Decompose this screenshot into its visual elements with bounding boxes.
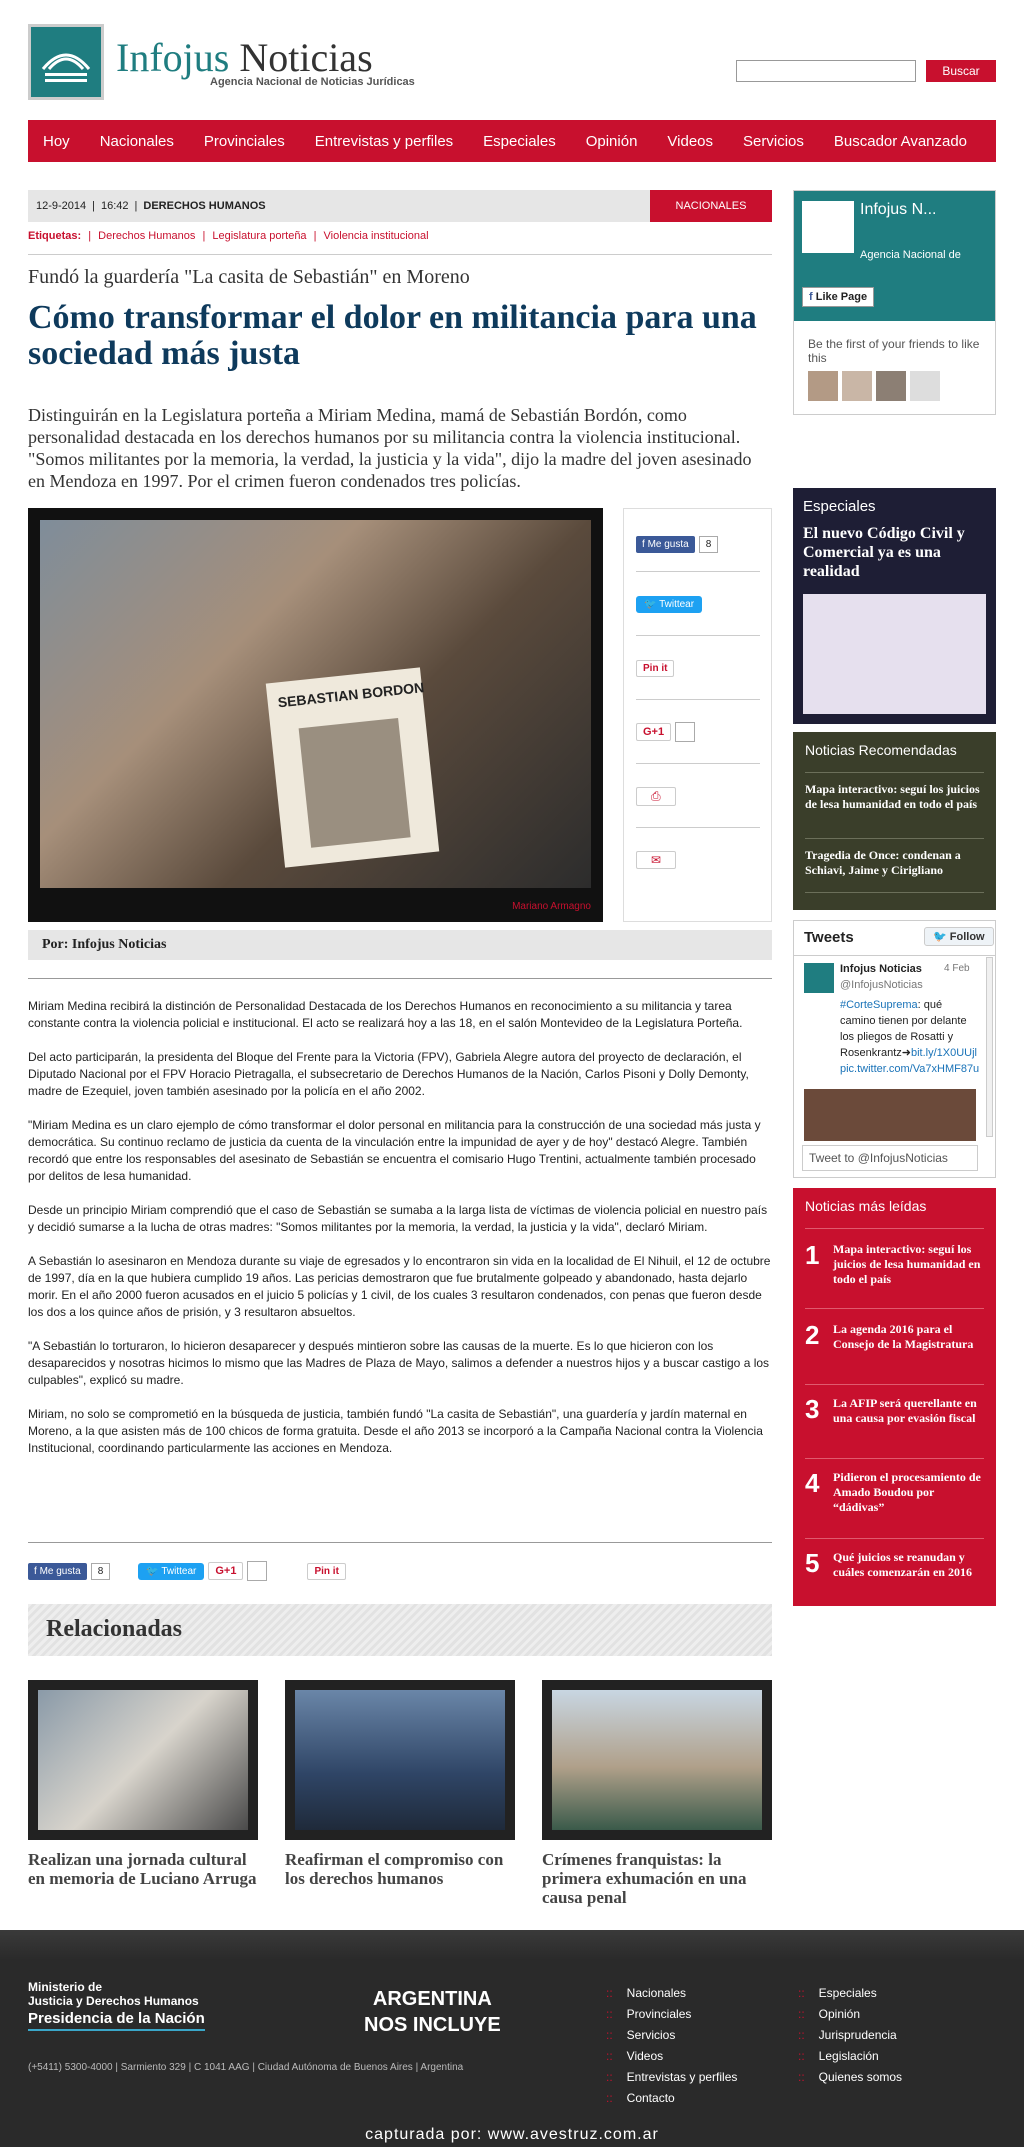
footer-link[interactable]: :: Jurisprudencia bbox=[798, 2028, 902, 2042]
article-meta: 12-9-2014 | 16:42 | DERECHOS HUMANOS bbox=[28, 190, 772, 222]
recommended-item[interactable]: Mapa interactivo: seguí los juicios de lesa humanidad en todo el país bbox=[805, 782, 980, 811]
main-photo[interactable] bbox=[28, 508, 603, 922]
divider bbox=[28, 978, 772, 979]
tweet-author-handle[interactable]: @InfojusNoticias bbox=[840, 979, 923, 991]
nav-item-servicios[interactable]: Servicios bbox=[743, 132, 804, 150]
most-read-item[interactable]: 2 La agenda 2016 para el Consejo de la Magistratura bbox=[805, 1320, 974, 1351]
article-paragraph: Desde un principio Miriam comprendió que el caso de Sebastián se sumaba a la larga lista de víctimas de violencia policial en nuestro país y decidió sumarse a la lucha de otras madres: "Somos militantes por la memoria, la verdad, la justicia y la vida", declaró Miriam. bbox=[28, 1203, 768, 1234]
divider bbox=[636, 699, 760, 700]
footer-link[interactable]: :: Especiales bbox=[798, 1986, 902, 2000]
footer-address: (+5411) 5300-4000 | Sarmiento 329 | C 1041 AAG | Ciudad Autónoma de Buenos Aires | Argentina bbox=[28, 2062, 464, 2073]
footer-link[interactable]: :: Servicios bbox=[606, 2028, 737, 2042]
related-image[interactable] bbox=[542, 1680, 772, 1840]
article-paragraph: "A Sebastián lo torturaron, lo hicieron desaparecer y después mintieron sobre las causas de la muerte. Es lo que hicieron con los desaparecidos y nosotras hicimos lo mismo que las Madres de Plaza de Mayo, salimos a defender a nuestros hijos y a buscar castigo a los culpables", explicó su madre. bbox=[28, 1339, 770, 1387]
footer-link[interactable]: :: Provinciales bbox=[606, 2007, 737, 2021]
footer-argentina-logo: ARGENTINA NOS INCLUYE bbox=[364, 1988, 501, 2036]
avatar[interactable] bbox=[804, 963, 834, 993]
tweet-link[interactable]: pic.twitter.com/Va7xHMF87u bbox=[840, 1063, 980, 1075]
tweet-input[interactable]: Tweet to @InfojusNoticias bbox=[802, 1145, 978, 1171]
google-plus-button[interactable]: G+1 bbox=[208, 1562, 243, 1580]
related-card-title[interactable]: Reafirman el compromiso con los derechos humanos bbox=[285, 1850, 504, 1888]
related-image[interactable] bbox=[28, 1680, 258, 1840]
photo-portrait bbox=[299, 718, 411, 848]
tweet-photo[interactable] bbox=[804, 1089, 976, 1141]
avatar[interactable] bbox=[842, 371, 872, 401]
divider bbox=[636, 827, 760, 828]
nav-item-provinciales[interactable]: Provinciales bbox=[203, 132, 285, 150]
divider bbox=[794, 955, 995, 956]
facebook-banner[interactable] bbox=[794, 191, 995, 321]
google-plus-button[interactable]: G+1 bbox=[636, 723, 671, 741]
facebook-icon: f bbox=[809, 291, 813, 303]
especiales-box[interactable] bbox=[793, 488, 996, 724]
photo-sign: SEBASTIAN BORDON bbox=[266, 667, 439, 867]
facebook-friends-text: Be the first of your friends to like this bbox=[808, 337, 980, 365]
article-lead: Distinguirán en la Legislatura porteña a Miriam Medina, mamá de Sebastián Bordón, como personalidad destacada en los derechos humanos por su militancia contra la violencia institucional. "Somos militantes por la memoria, la verdad, la justicia y la vida", dijo la madre del joven asesinado en Mendoza en 1997. Por el crimen fueron condenados tres policías. bbox=[28, 405, 752, 491]
footer-ministry[interactable]: Ministerio de Justicia y Derechos Humanos bbox=[28, 1980, 199, 2008]
article-paragraph: Miriam Medina recibirá la distinción de Personalidad Destacada de los Derechos Humanos en reconocimiento a su militancia y tarea constante contra la violencia policial e institucional. El acto se realizará hoy a las 18, en el salón Montevideo de la Legislatura Porteña. bbox=[28, 999, 743, 1030]
share-column bbox=[623, 508, 772, 922]
divider bbox=[636, 635, 760, 636]
twitter-icon: 🐦 bbox=[933, 931, 947, 943]
recommended-item[interactable]: Tragedia de Once: condenan a Schiavi, Jaime y Cirigliano bbox=[805, 848, 961, 877]
facebook-like-button[interactable]: f Me gusta bbox=[28, 1563, 87, 1580]
divider bbox=[28, 254, 772, 255]
article-paragraph: "Miriam Medina es un claro ejemplo de cómo transformar el dolor personal en militancia para la construcción de una sociedad más justa y democrática. Su continuo reclamo de justicia da cuenta de la vinculación entre la impunidad de ayer y de hoy" destacó Alegre. También recordó que entre los responsables del asesinato de Sebastián se encuentra el comisario Hugo Trentini, actualmente también procesado por delitos de lesa humanidad. bbox=[28, 1118, 761, 1183]
logo-mark-icon bbox=[802, 201, 854, 253]
section-badge[interactable]: NACIONALES bbox=[650, 190, 772, 222]
tag-link[interactable]: Violencia institucional bbox=[323, 230, 429, 242]
related-image[interactable] bbox=[285, 1680, 515, 1840]
twitter-share-button[interactable]: 🐦 Twittear bbox=[636, 596, 702, 613]
pinterest-button[interactable]: Pin it bbox=[636, 660, 674, 677]
footer-link[interactable]: :: Legislación bbox=[798, 2049, 902, 2063]
most-read-item[interactable]: 5 Qué juicios se reanudan y cuáles comenzarán en 2016 bbox=[805, 1548, 972, 1579]
divider bbox=[805, 892, 984, 893]
related-title: Relacionadas bbox=[46, 1616, 183, 1642]
recommended-label: Noticias Recomendadas bbox=[805, 742, 957, 758]
nav-item-hoy[interactable]: Hoy bbox=[43, 132, 70, 150]
facebook-like-count: 8 bbox=[699, 536, 719, 553]
most-read-item[interactable]: 4 Pidieron el procesamiento de Amado Boudou por “dádivas” bbox=[805, 1468, 981, 1514]
nav-item-entrevistas-y-perfiles[interactable]: Entrevistas y perfiles bbox=[314, 132, 454, 150]
tweets-widget bbox=[793, 920, 996, 1178]
logo-title: Infojus Noticias bbox=[116, 35, 373, 80]
tweet-hashtag[interactable]: #CorteSuprema bbox=[840, 999, 918, 1011]
google-plus-count bbox=[675, 722, 695, 742]
article-time: 16:42 bbox=[101, 200, 129, 212]
twitter-share-button[interactable]: 🐦 Twittear bbox=[138, 1563, 204, 1580]
tweet-text: #CorteSuprema: qué camino tienen por delante los pliegos de Rosatti y Rosenkrantz➜bit.ly/1X0UUjl pic.twitter.com/Va7xHMF87u bbox=[840, 999, 980, 1075]
tag-separator: | bbox=[88, 230, 95, 242]
nav-item-especiales[interactable]: Especiales bbox=[483, 132, 556, 150]
tweet-date[interactable]: 4 Feb bbox=[944, 963, 970, 974]
pinterest-button[interactable]: Pin it bbox=[307, 1563, 345, 1580]
divider bbox=[805, 1458, 984, 1459]
article-headline: Cómo transformar el dolor en militancia para una sociedad más justa bbox=[28, 299, 757, 372]
footer-link[interactable]: :: Contacto bbox=[606, 2091, 737, 2105]
article-paragraph: Del acto participarán, la presidenta del Bloque del Frente para la Victoria (FPV), Gabriela Alegre autora del proyecto de declaración, el Diputado Nacional por el FPV Horacio Pietragalla, el subsecretario de Derechos Humanos de la Nación, Carlos Pisoni y Dolly Demonty, madre de Ezequiel, joven también asesinado por la policía en el año 2002. bbox=[28, 1050, 749, 1098]
article-category[interactable]: DERECHOS HUMANOS bbox=[143, 200, 266, 212]
capture-credit: capturada por: www.avestruz.com.ar bbox=[365, 2126, 659, 2143]
facebook-widget bbox=[793, 190, 996, 415]
most-read-box bbox=[793, 1188, 996, 1606]
divider bbox=[28, 1542, 772, 1543]
article-author: Por: Infojus Noticias bbox=[28, 930, 772, 960]
avatar[interactable] bbox=[876, 371, 906, 401]
photo-credit: Mariano Armagno bbox=[512, 901, 591, 912]
twitter-follow-button[interactable]: 🐦 Follow bbox=[924, 927, 994, 946]
search-input[interactable] bbox=[736, 60, 916, 82]
related-card-title[interactable]: Crímenes franquistas: la primera exhumación en una causa penal bbox=[542, 1850, 747, 1907]
nav-item-buscador-avanzado[interactable]: Buscador Avanzado bbox=[833, 132, 968, 150]
footer bbox=[0, 1930, 1024, 2147]
twitter-icon: 🐦 bbox=[644, 598, 657, 610]
avatar[interactable] bbox=[910, 371, 940, 401]
divider bbox=[805, 1384, 984, 1385]
tweet-link[interactable]: bit.ly/1X0UUjl bbox=[910, 1047, 977, 1059]
facebook-page-sub: Agencia Nacional de bbox=[860, 249, 961, 261]
most-read-item[interactable]: 1 Mapa interactivo: seguí los juicios de lesa humanidad en todo el país bbox=[805, 1240, 981, 1286]
footer-link[interactable]: :: Entrevistas y perfiles bbox=[606, 2070, 737, 2084]
tags-label: Etiquetas: bbox=[28, 230, 82, 242]
print-icon[interactable]: ⎙ bbox=[636, 787, 676, 806]
article-subtitle: Fundó la guardería "La casita de Sebastián" en Moreno bbox=[28, 266, 470, 288]
mail-icon[interactable]: ✉ bbox=[636, 851, 676, 869]
scrollbar[interactable] bbox=[986, 957, 993, 1137]
divider bbox=[805, 1308, 984, 1309]
most-read-label: Noticias más leídas bbox=[805, 1198, 927, 1214]
article-date: 12-9-2014 bbox=[36, 200, 87, 212]
search-button[interactable]: Buscar bbox=[926, 60, 996, 82]
nav-item-nacionales[interactable]: Nacionales bbox=[99, 132, 174, 150]
footer-links-col1 bbox=[606, 1986, 737, 2112]
tag-link[interactable]: Derechos Humanos bbox=[98, 230, 196, 242]
most-read-item[interactable]: 3 La AFIP será querellante en una causa por evasión fiscal bbox=[805, 1394, 977, 1425]
divider bbox=[636, 763, 760, 764]
bottom-share-row bbox=[28, 1560, 772, 1582]
tag-separator: | bbox=[199, 230, 209, 242]
avatar[interactable] bbox=[808, 371, 838, 401]
twitter-icon: 🐦 bbox=[146, 1565, 159, 1577]
related-header bbox=[28, 1604, 772, 1656]
divider bbox=[805, 772, 984, 773]
facebook-like-page-button[interactable]: f Like Page bbox=[802, 287, 874, 307]
nav-item-opini-n[interactable]: Opinión bbox=[585, 132, 638, 150]
google-plus-count bbox=[247, 1561, 267, 1581]
related-card-title[interactable]: Realizan una jornada cultural en memoria de Luciano Arruga bbox=[28, 1850, 257, 1888]
article-body bbox=[28, 998, 772, 1474]
especiales-title[interactable]: El nuevo Código Civil y Comercial ya es una realidad bbox=[803, 525, 965, 580]
especiales-image[interactable] bbox=[803, 594, 986, 714]
recommended-box bbox=[793, 732, 996, 910]
divider bbox=[636, 571, 760, 572]
facebook-page-name[interactable]: Infojus N... bbox=[860, 201, 937, 218]
nav-item-videos[interactable]: Videos bbox=[667, 132, 714, 150]
facebook-like-count: 8 bbox=[91, 1563, 111, 1580]
especiales-label: Especiales bbox=[803, 498, 876, 515]
footer-link[interactable]: :: Opinión bbox=[798, 2007, 902, 2021]
footer-link[interactable]: :: Quienes somos bbox=[798, 2070, 902, 2084]
divider bbox=[805, 1538, 984, 1539]
footer-link[interactable]: :: Videos bbox=[606, 2049, 737, 2063]
article-paragraph: A Sebastián lo asesinaron en Mendoza durante su viaje de egresados y lo encontraron sin vida en la localidad de El Nihuil, el 12 de octubre de 1997, día en la que hubiera cumplido 19 años. Las pericias demostraron que fue brutalmente golpeado y abandonado, hasta dejarlo morir. En el año 2000 fueron acusados en el juicio 5 policías y 1 civil, de los cuales 3 resultaron condenados, con penas que fueron desde los dos a los quince años de prisión, y 3 resultaron absueltos. bbox=[28, 1254, 771, 1319]
article-paragraph: Miriam, no solo se comprometió en la búsqueda de justicia, también fundó "La casita de Sebastián", una guardería y jardín maternal en Moreno, a la que asisten más de 100 chicos de forma gratuita. Desde el año 2013 se incorporó a la Campaña Nacional contra la Violencia Institucional, coordinando particularmente las acciones en Mendoza. bbox=[28, 1407, 763, 1455]
tweet-author-name[interactable]: Infojus Noticias bbox=[840, 963, 922, 975]
tag-separator: | bbox=[310, 230, 320, 242]
tags-row bbox=[28, 230, 429, 242]
facebook-like-button[interactable]: f Me gusta bbox=[636, 536, 695, 553]
footer-link[interactable]: :: Nacionales bbox=[606, 1986, 737, 2000]
logo-subtitle: Agencia Nacional de Noticias Jurídicas bbox=[210, 76, 415, 88]
footer-links-col2 bbox=[798, 1986, 902, 2091]
tweets-label: Tweets bbox=[804, 929, 854, 946]
site-logo[interactable] bbox=[28, 24, 415, 100]
tag-link[interactable]: Legislatura porteña bbox=[212, 230, 307, 242]
divider bbox=[805, 838, 984, 839]
divider bbox=[805, 1228, 984, 1229]
main-nav bbox=[28, 120, 996, 162]
logo-mark-icon bbox=[28, 24, 104, 100]
photo-image bbox=[40, 520, 591, 888]
footer-presidency[interactable]: Presidencia de la Nación bbox=[28, 2010, 205, 2031]
